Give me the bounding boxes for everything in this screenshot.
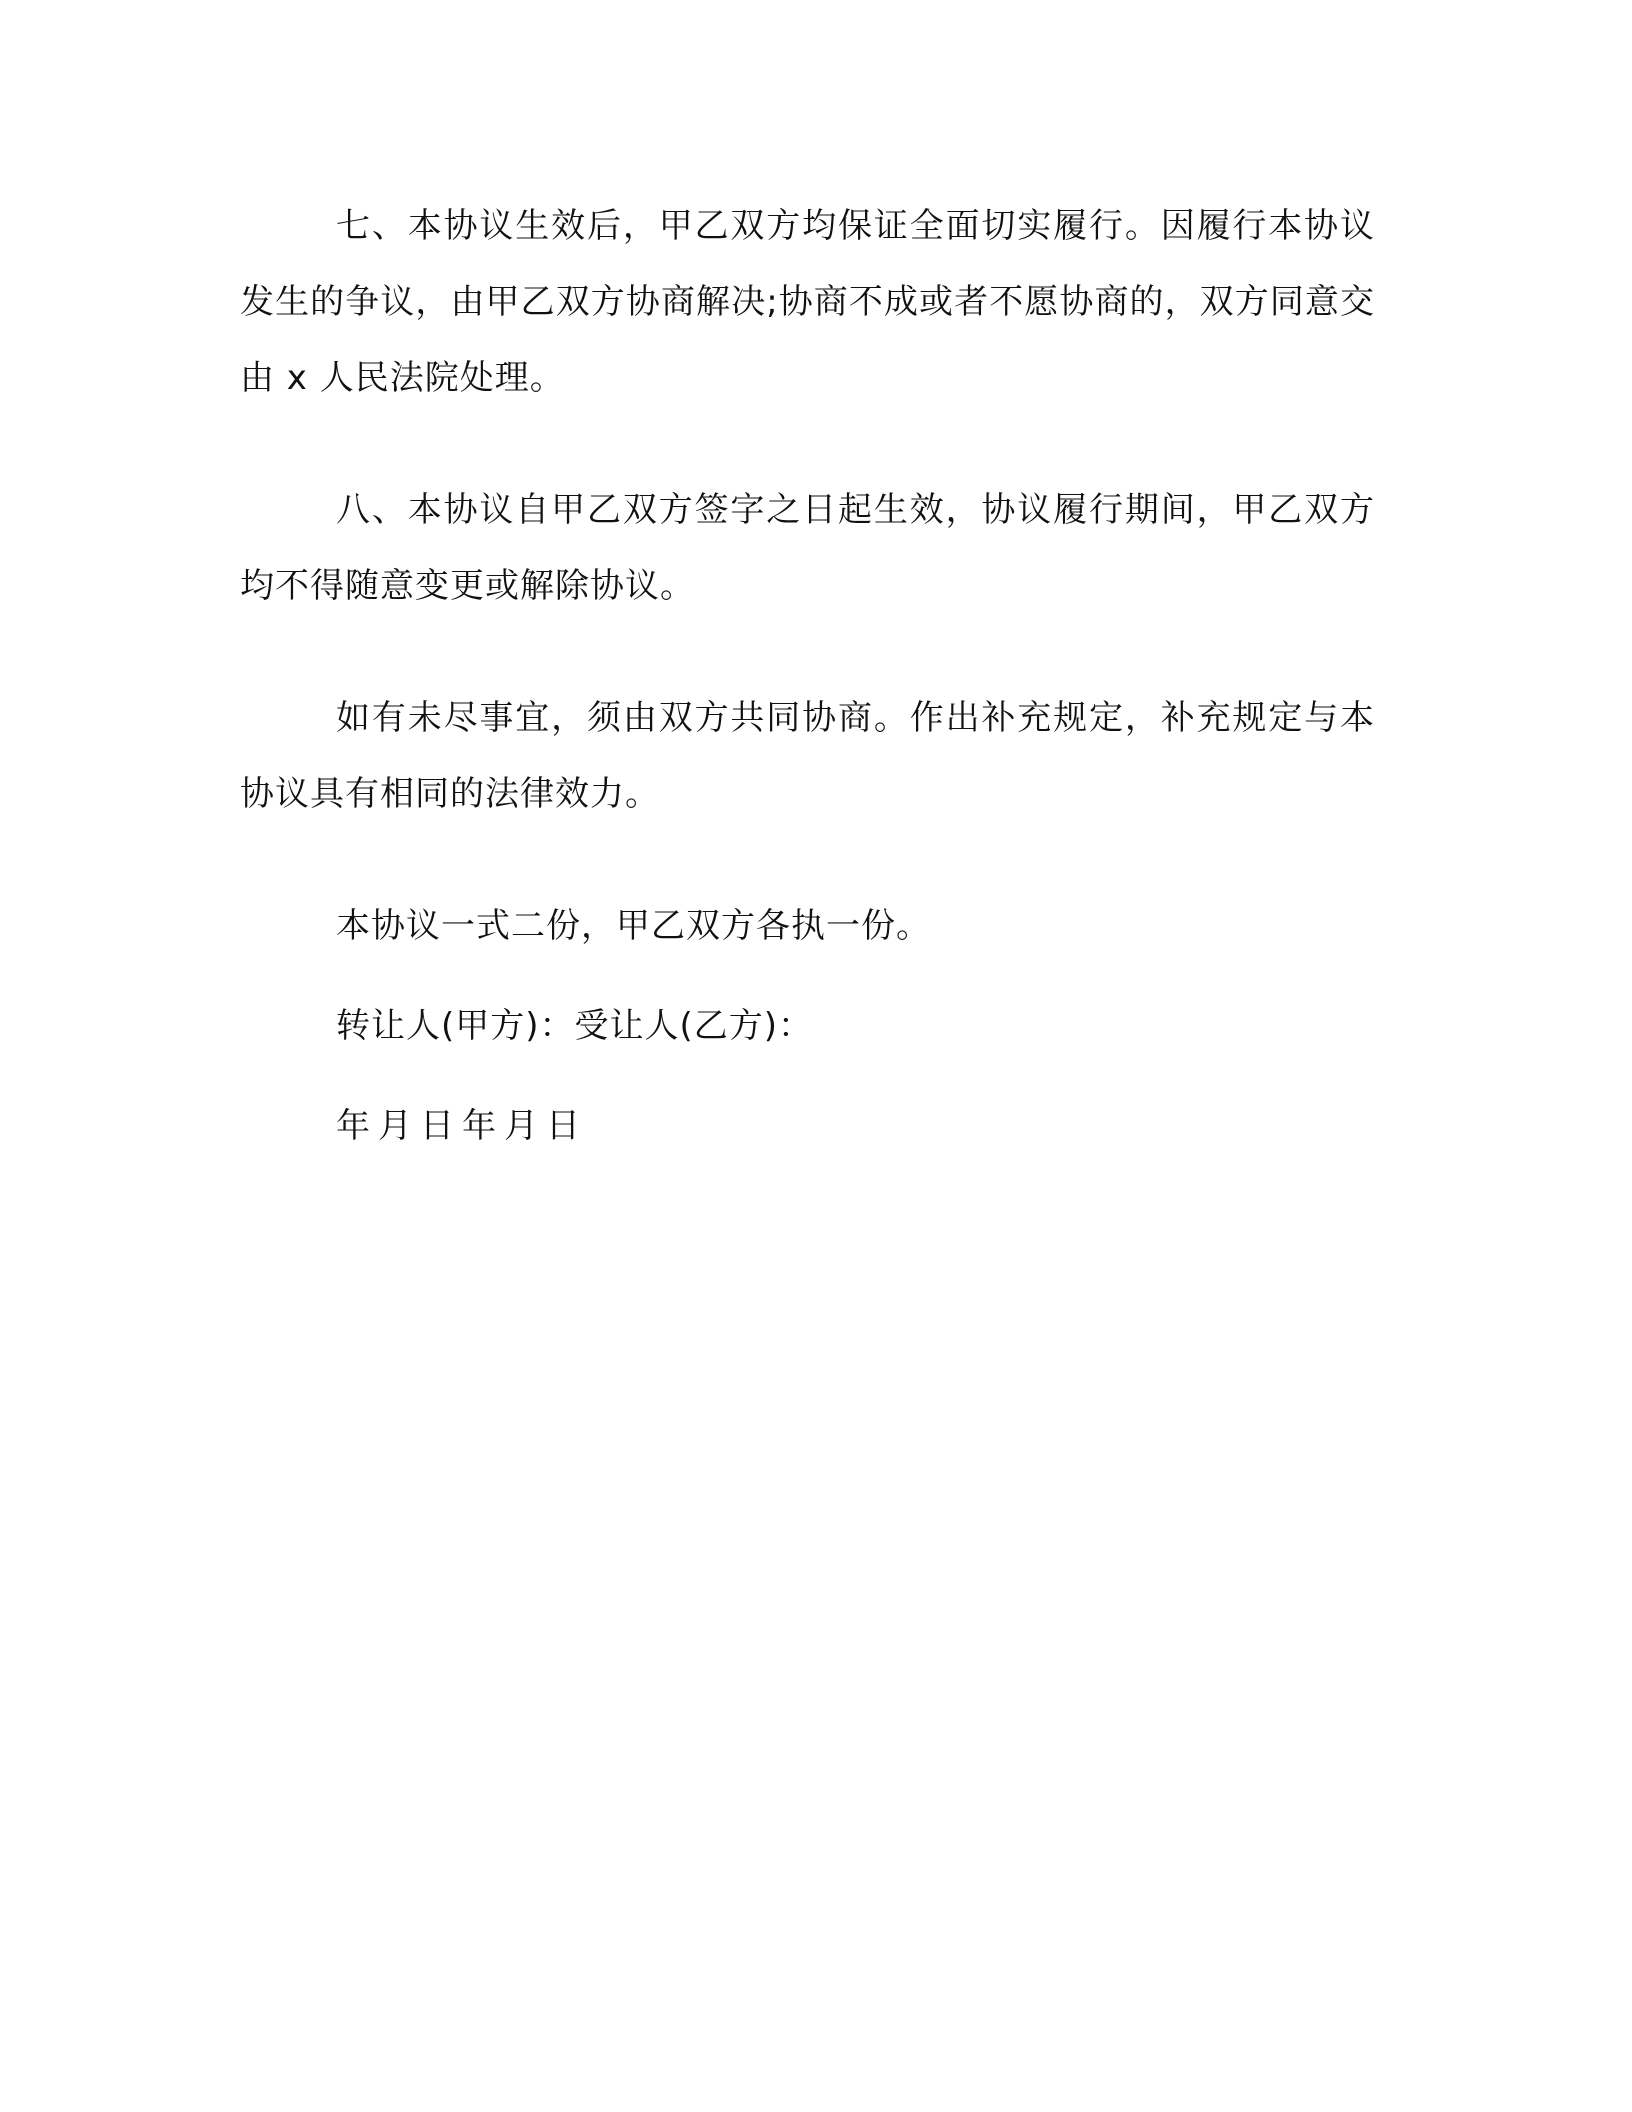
document-body (240, 188, 1375, 1188)
signature-parties-line: 转让人(甲方)：受让人(乙方)： (336, 1006, 814, 1046)
clause-7: 七、本协议生效后，甲乙双方均保证全面切实履行。因履行本协议发生的争议，由甲乙双方协商解决;协商不成或者不愿协商的，双方同意交由 x 人民法院处理。 (240, 206, 1375, 398)
clause-8: 八、本协议自甲乙双方签字之日起生效，协议履行期间，甲乙双方均不得随意变更或解除协议。 (240, 490, 1375, 606)
copies-clause: 本协议一式二份，甲乙双方各执一份。 (336, 906, 931, 946)
supplement-clause: 如有未尽事宜，须由双方共同协商。作出补充规定，补充规定与本协议具有相同的法律效力。 (240, 698, 1375, 814)
signature-dates-line: 年月日年月日 (336, 1106, 588, 1146)
